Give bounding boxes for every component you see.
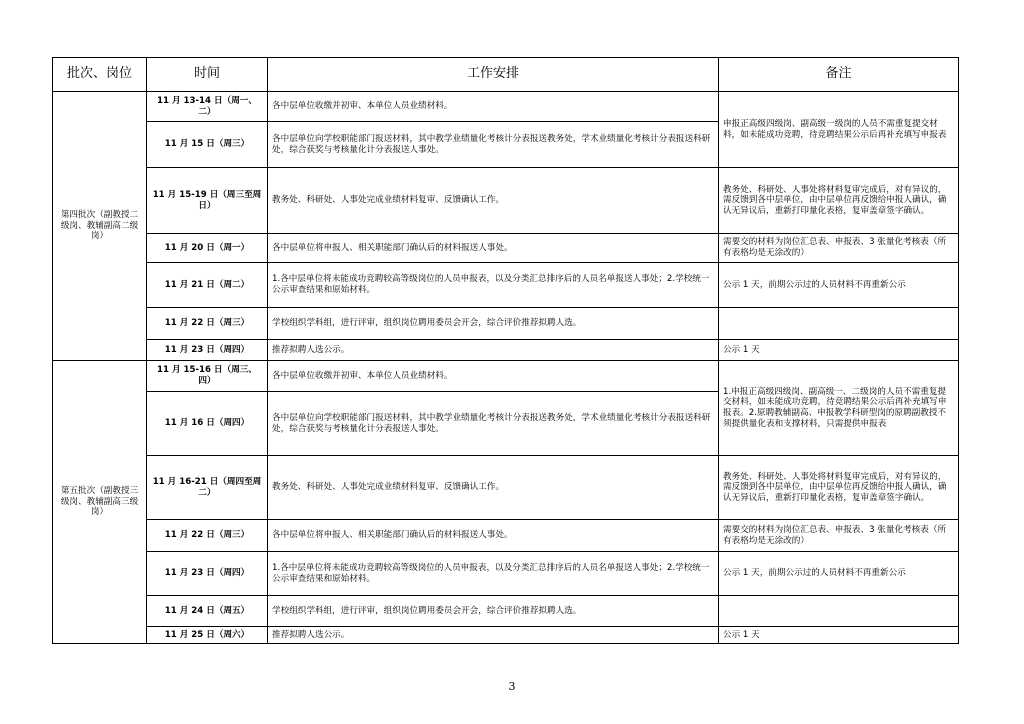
note-cell: 申报正高级四级岗、副高级一级岗的人员不需重复提交材料，如未能成功竞聘，待竞聘结果公示后再补充填写申报表 xyxy=(719,92,959,168)
table-row xyxy=(53,234,959,263)
table-row xyxy=(53,596,959,627)
task-cell: 各中层单位收缴并初审、本单位人员业绩材料。 xyxy=(268,92,719,122)
header-note: 备注 xyxy=(719,58,959,92)
task-cell: 教务处、科研处、人事处完成业绩材料复审、反馈确认工作。 xyxy=(268,456,719,520)
table-row xyxy=(53,456,959,520)
task-cell: 学校组织学科组，进行评审，组织岗位聘用委员会开会，综合评价推荐拟聘人选。 xyxy=(268,596,719,627)
note-cell: 1.申报正高级四级岗、副高级一、二级岗的人员不需重复提交材料，如未能成功竞聘，待竞聘结果公示后再补充填写申报表。2.原聘教辅副高、申报教学科研型岗的原聘副教授不须提供量化表和支撑材料，只需提供申报表 xyxy=(719,361,959,456)
note-cell: 教务处、科研处、人事处将材料复审完成后，对有异议的，需反馈到各中层单位，由中层单位再反馈给申报人确认，确认无异议后，重新打印量化表格，复审盖章签字确认。 xyxy=(719,168,959,234)
time-cell: 11 月 15-16 日（周三、四） xyxy=(147,361,268,392)
time-cell: 11 月 22 日（周三） xyxy=(147,308,268,340)
header-time: 时间 xyxy=(147,58,268,92)
table-row xyxy=(53,308,959,340)
table-row xyxy=(53,92,959,122)
note-cell xyxy=(719,596,959,627)
note-cell: 教务处、科研处、人事处将材料复审完成后，对有异议的，需反馈到各中层单位，由中层单位再反馈给申报人确认，确认无异议后，重新打印量化表格，复审盖章签字确认。 xyxy=(719,456,959,520)
task-cell: 教务处、科研处、人事处完成业绩材料复审、反馈确认工作。 xyxy=(268,168,719,234)
task-cell: 学校组织学科组，进行评审，组织岗位聘用委员会开会，综合评价推荐拟聘人选。 xyxy=(268,308,719,340)
task-cell: 各中层单位将申报人、相关职能部门确认后的材料报送人事处。 xyxy=(268,234,719,263)
table-row xyxy=(53,520,959,552)
time-cell: 11 月 22 日（周三） xyxy=(147,520,268,552)
time-cell: 11 月 16 日（周四） xyxy=(147,392,268,456)
header-row xyxy=(53,58,959,92)
time-cell: 11 月 20 日（周一） xyxy=(147,234,268,263)
table-row xyxy=(53,627,959,644)
note-cell xyxy=(719,308,959,340)
table-row xyxy=(53,168,959,234)
table-row xyxy=(53,340,959,361)
note-cell: 公示 1 天，前期公示过的人员材料不再重新公示 xyxy=(719,263,959,308)
time-cell: 11 月 16-21 日（周四至周二） xyxy=(147,456,268,520)
time-cell: 11 月 15-19 日（周三至周日） xyxy=(147,168,268,234)
task-cell: 各中层单位向学校职能部门报送材料，其中教学业绩量化考核计分表报送教务处，学术业绩量化考核计分表报送科研处，综合获奖与考核量化计分表报送人事处。 xyxy=(268,392,719,456)
note-cell: 需要交的材料为岗位汇总表、申报表、3 张量化考核表（所有表格均是无涂改的） xyxy=(719,234,959,263)
table-row xyxy=(53,552,959,596)
header-task: 工作安排 xyxy=(268,58,719,92)
time-cell: 11 月 21 日（周二） xyxy=(147,263,268,308)
note-cell: 需要交的材料为岗位汇总表、申报表、3 张量化考核表（所有表格均是无涂改的） xyxy=(719,520,959,552)
note-cell: 公示 1 天 xyxy=(719,627,959,644)
header-batch: 批次、岗位 xyxy=(53,58,147,92)
schedule-table xyxy=(52,57,959,644)
batch-cell: 第五批次（副教授三级岗、教辅副高三级岗） xyxy=(53,361,147,644)
task-cell: 各中层单位收缴并初审、本单位人员业绩材料。 xyxy=(268,361,719,392)
task-cell: 1.各中层单位将未能成功竞聘较高等级岗位的人员申报表，以及分类汇总排序后的人员名单报送人事处；2.学校统一公示审查结果和原始材料。 xyxy=(268,263,719,308)
batch-cell: 第四批次（副教授二级岗、教辅副高二级岗） xyxy=(53,92,147,361)
time-cell: 11 月 13-14 日（周一、二） xyxy=(147,92,268,122)
time-cell: 11 月 25 日（周六） xyxy=(147,627,268,644)
task-cell: 推荐拟聘人选公示。 xyxy=(268,627,719,644)
time-cell: 11 月 23 日（周四） xyxy=(147,552,268,596)
note-cell: 公示 1 天，前期公示过的人员材料不再重新公示 xyxy=(719,552,959,596)
task-cell: 1.各中层单位将未能成功竞聘较高等级岗位的人员申报表，以及分类汇总排序后的人员名单报送人事处；2.学校统一公示审查结果和原始材料。 xyxy=(268,552,719,596)
note-cell: 公示 1 天 xyxy=(719,340,959,361)
task-cell: 各中层单位向学校职能部门报送材料，其中教学业绩量化考核计分表报送教务处，学术业绩量化考核计分表报送科研处，综合获奖与考核量化计分表报送人事处。 xyxy=(268,122,719,168)
task-cell: 各中层单位将申报人、相关职能部门确认后的材料报送人事处。 xyxy=(268,520,719,552)
task-cell: 推荐拟聘人选公示。 xyxy=(268,340,719,361)
table-row xyxy=(53,361,959,392)
time-cell: 11 月 15 日（周三） xyxy=(147,122,268,168)
page-number: 3 xyxy=(508,680,516,693)
time-cell: 11 月 24 日（周五） xyxy=(147,596,268,627)
table-row xyxy=(53,263,959,308)
time-cell: 11 月 23 日（周四） xyxy=(147,340,268,361)
